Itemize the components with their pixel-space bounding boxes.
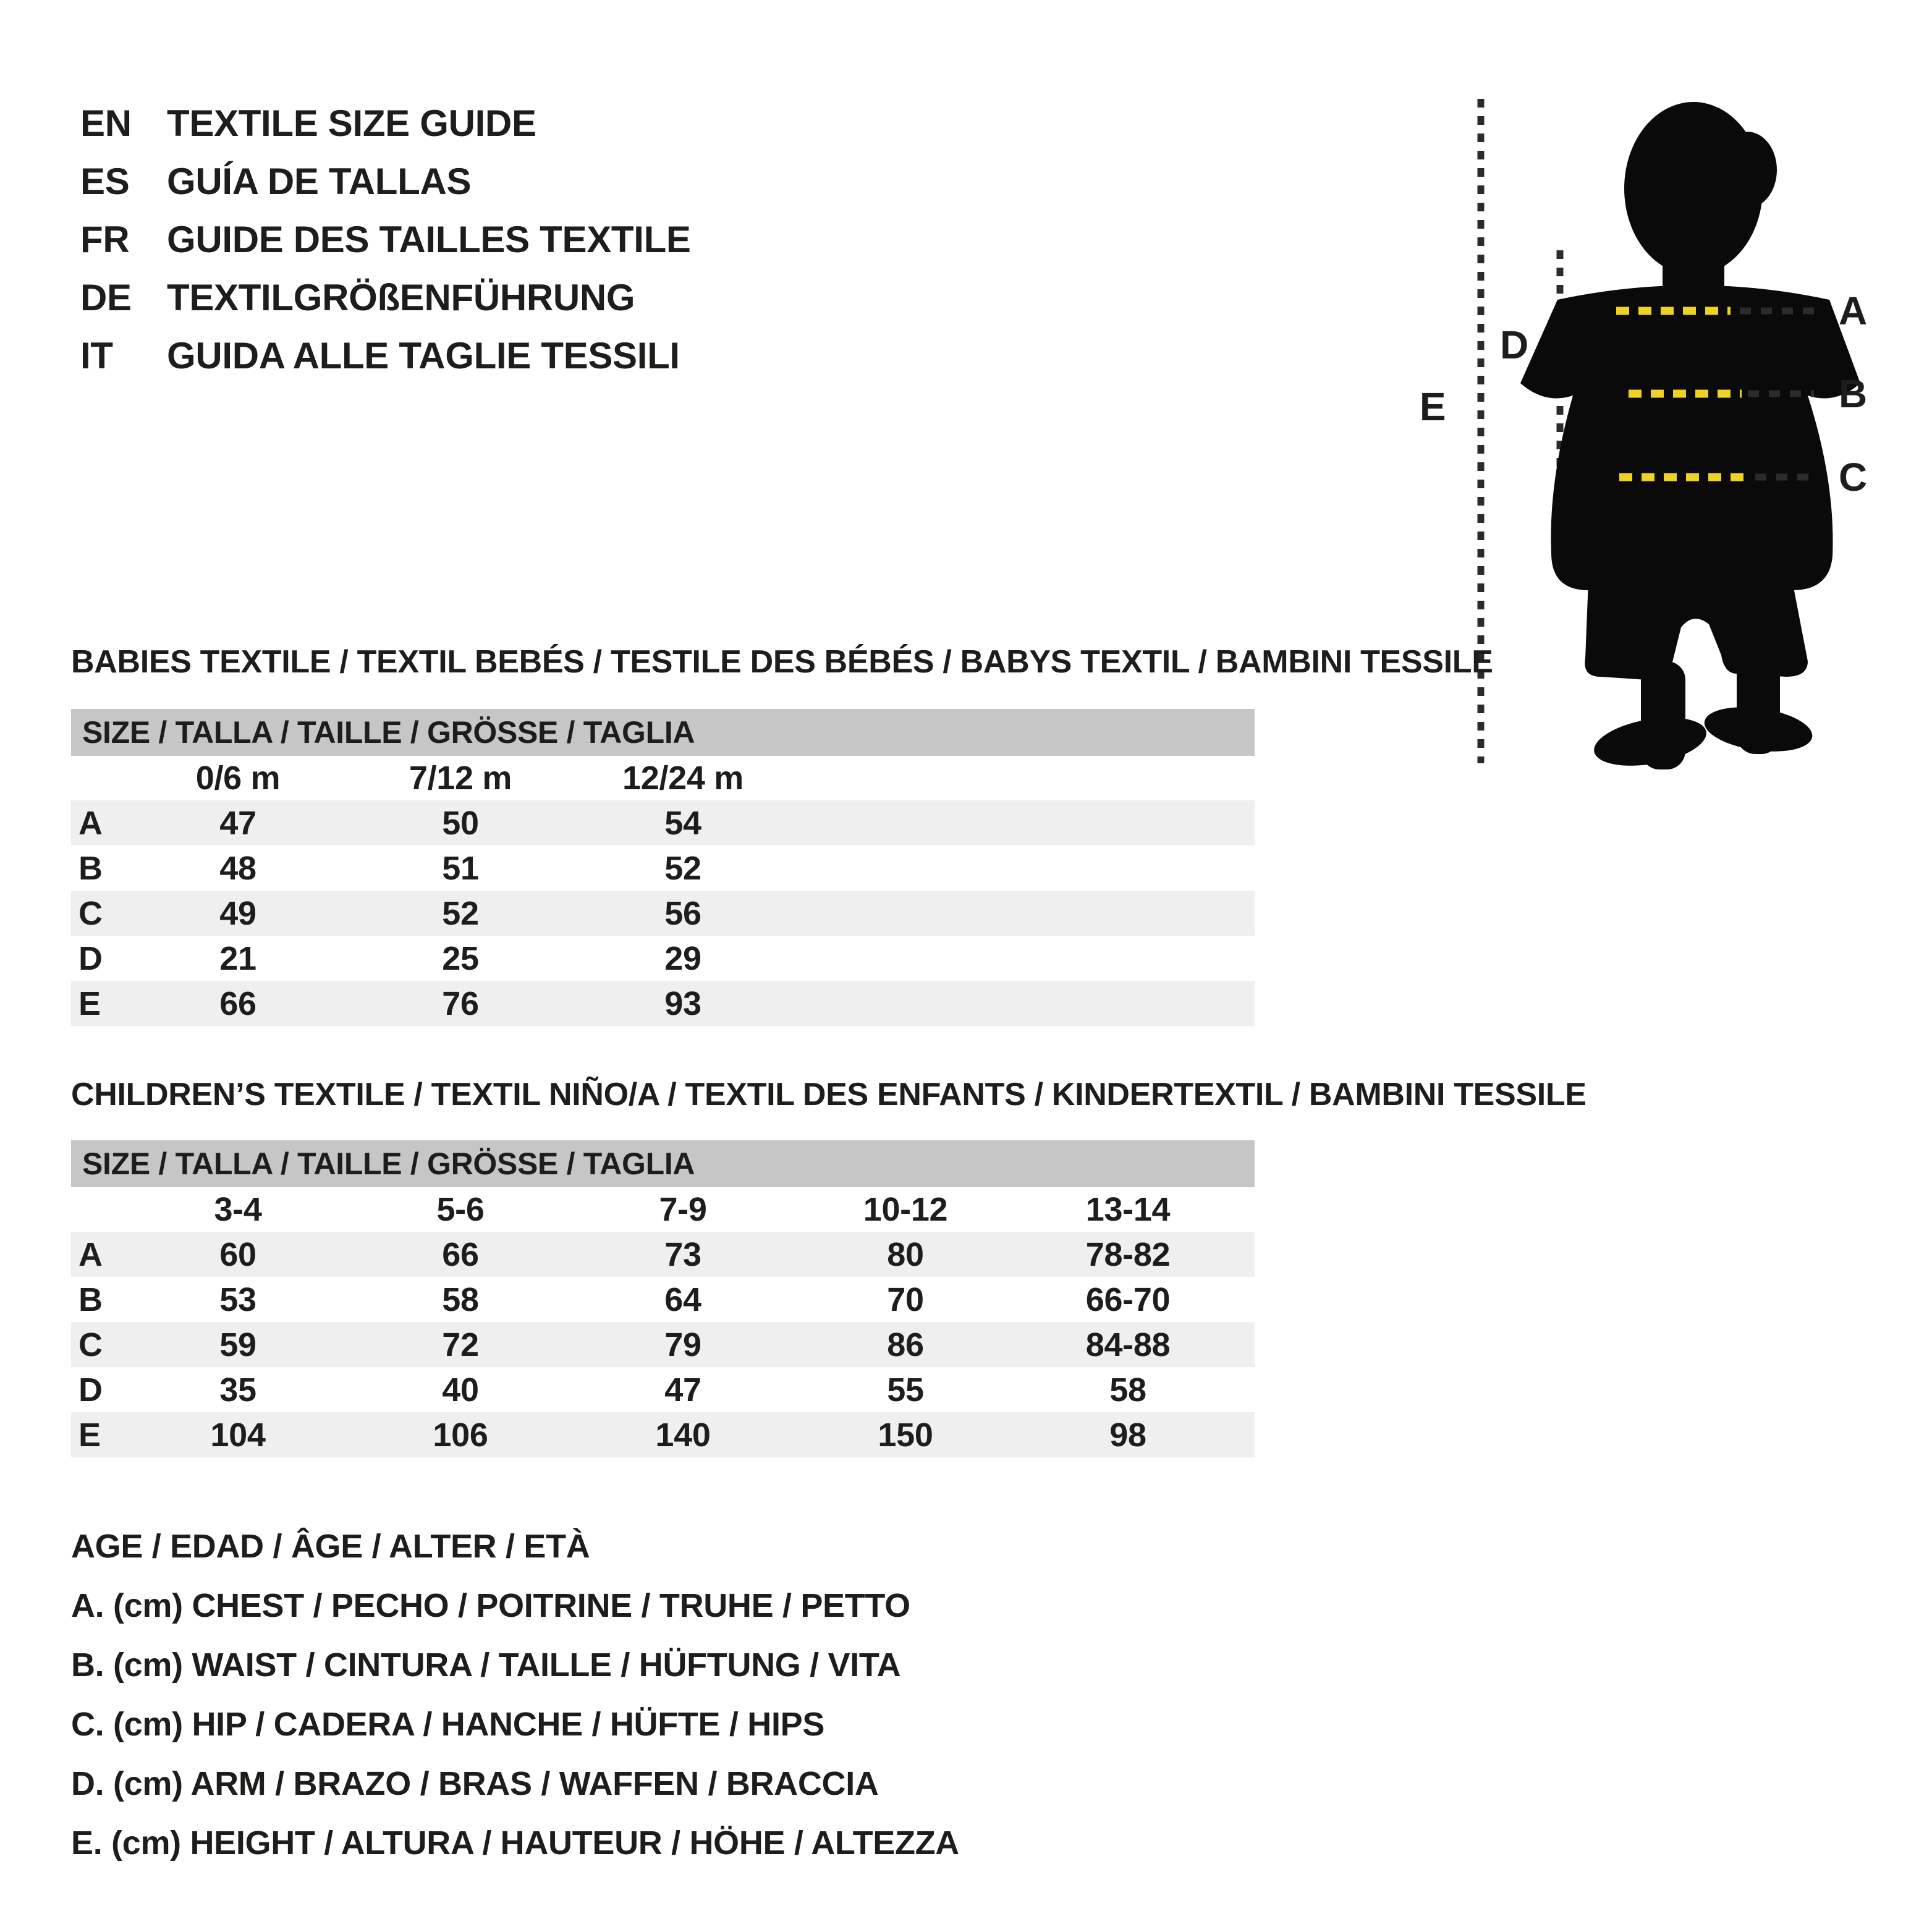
table-cell: 52	[664, 849, 701, 887]
table-cell: 79	[664, 1326, 701, 1363]
table-cell: 140	[655, 1416, 711, 1454]
language-row-en	[80, 104, 691, 162]
language-code: IT	[80, 335, 113, 376]
child-silhouette-icon	[1520, 102, 1860, 773]
table-cell: 104	[210, 1416, 266, 1454]
table-cell: 47	[664, 1371, 701, 1409]
language-row-de	[80, 278, 691, 336]
column-header: 7-9	[659, 1191, 707, 1228]
children-size-header-bar	[71, 1140, 1255, 1187]
babies-size-table	[71, 709, 1255, 1026]
table-row	[71, 1322, 1255, 1367]
language-code: EN	[80, 103, 132, 144]
legend-waist: B. (cm) WAIST / CINTURA / TAILLE / HÜFTUNG / VITA	[71, 1646, 901, 1684]
row-label: B	[78, 1281, 103, 1318]
table-cell: 35	[219, 1371, 256, 1409]
table-row	[71, 800, 1255, 845]
measure-label-a: A	[1839, 289, 1867, 333]
row-label: A	[78, 804, 103, 842]
language-title: GUIDE DES TAILLES TEXTILE	[167, 219, 691, 260]
babies-size-header-bar	[71, 709, 1255, 756]
table-cell: 59	[219, 1326, 256, 1363]
table-cell: 25	[442, 939, 479, 977]
table-cell: 50	[442, 804, 479, 842]
table-cell: 53	[219, 1281, 256, 1318]
column-header: 7/12 m	[409, 760, 512, 797]
table-cell: 78-82	[1085, 1235, 1171, 1273]
table-row	[71, 981, 1255, 1026]
table-cell: 48	[219, 849, 256, 887]
table-cell: 66	[219, 985, 256, 1022]
table-cell: 86	[887, 1326, 924, 1363]
size-header-label: SIZE / TALLA / TAILLE / GRÖSSE / TAGLIA	[82, 1146, 695, 1181]
table-cell: 66	[442, 1235, 479, 1273]
language-title: TEXTILGRÖßENFÜHRUNG	[167, 277, 635, 318]
table-cell: 51	[442, 849, 479, 887]
table-cell: 76	[442, 985, 479, 1022]
size-header-label: SIZE / TALLA / TAILLE / GRÖSSE / TAGLIA	[82, 715, 695, 750]
legend-arm: D. (cm) ARM / BRAZO / BRAS / WAFFEN / BRACCIA	[71, 1765, 879, 1802]
table-cell: 56	[664, 894, 701, 932]
language-code: FR	[80, 219, 130, 260]
table-cell: 93	[664, 985, 701, 1022]
language-title-list	[80, 104, 691, 394]
table-cell: 55	[887, 1371, 924, 1409]
column-header: 13-14	[1085, 1191, 1171, 1228]
row-label: E	[78, 1416, 101, 1454]
language-row-it	[80, 336, 691, 394]
table-cell: 73	[664, 1235, 701, 1273]
language-row-es	[80, 162, 691, 220]
table-cell: 150	[878, 1416, 933, 1454]
children-size-table	[71, 1140, 1255, 1457]
table-row	[71, 1367, 1255, 1412]
table-row	[71, 936, 1255, 981]
table-cell: 52	[442, 894, 479, 932]
table-row	[71, 1412, 1255, 1457]
table-cell: 21	[219, 939, 256, 977]
row-label: C	[78, 894, 103, 932]
table-cell: 66-70	[1085, 1281, 1171, 1318]
column-header: 5-6	[436, 1191, 485, 1228]
table-cell: 64	[664, 1281, 701, 1318]
measurement-legend	[71, 1528, 959, 1884]
table-cell: 58	[1109, 1371, 1146, 1409]
measure-label-b: B	[1839, 371, 1867, 416]
table-cell: 98	[1109, 1416, 1146, 1454]
language-code: ES	[80, 161, 130, 202]
table-cell: 70	[887, 1281, 924, 1318]
row-label: E	[78, 985, 101, 1022]
language-title: GUIDA ALLE TAGLIE TESSILI	[167, 335, 680, 376]
table-cell: 106	[433, 1416, 488, 1454]
column-header: 12/24 m	[622, 760, 744, 797]
table-cell: 49	[219, 894, 256, 932]
row-label: A	[78, 1235, 103, 1273]
language-code: DE	[80, 277, 132, 318]
table-cell: 80	[887, 1235, 924, 1273]
table-cell: 29	[664, 939, 701, 977]
measure-label-e: E	[1419, 384, 1446, 429]
table-cell: 40	[442, 1371, 479, 1409]
table-cell: 72	[442, 1326, 479, 1363]
babies-column-header-row	[71, 756, 1255, 800]
table-row	[71, 1277, 1255, 1322]
row-label: B	[78, 849, 103, 887]
measure-label-c: C	[1839, 455, 1867, 499]
column-header: 3-4	[214, 1191, 262, 1228]
row-label: D	[78, 939, 103, 977]
column-header: 0/6 m	[195, 760, 281, 797]
table-row	[71, 845, 1255, 891]
table-row	[71, 891, 1255, 936]
table-cell: 58	[442, 1281, 479, 1318]
language-title: TEXTILE SIZE GUIDE	[167, 103, 536, 144]
legend-height: E. (cm) HEIGHT / ALTURA / HAUTEUR / HÖHE / ALTEZZA	[71, 1824, 959, 1862]
table-cell: 54	[664, 804, 701, 842]
child-silhouette-diagram-icon	[1403, 87, 1932, 785]
table-cell: 47	[219, 804, 256, 842]
legend-chest: A. (cm) CHEST / PECHO / POITRINE / TRUHE / PETTO	[71, 1587, 910, 1624]
measure-label-d: D	[1500, 323, 1528, 367]
language-row-fr	[80, 220, 691, 278]
row-label: D	[78, 1371, 103, 1409]
children-section-heading: CHILDREN’S TEXTILE / TEXTIL NIÑO/A / TEXTIL DES ENFANTS / KINDERTEXTIL / BAMBINI TESSILE	[71, 1077, 1587, 1112]
legend-age: AGE / EDAD / ÂGE / ALTER / ETÀ	[71, 1528, 590, 1565]
row-label: C	[78, 1326, 103, 1363]
language-title: GUÍA DE TALLAS	[167, 161, 472, 202]
legend-hip: C. (cm) HIP / CADERA / HANCHE / HÜFTE / HIPS	[71, 1706, 825, 1743]
table-cell: 84-88	[1085, 1326, 1171, 1363]
babies-section-heading: BABIES TEXTILE / TEXTIL BEBÉS / TESTILE DES BÉBÉS / BABYS TEXTIL / BAMBINI TESSILE	[71, 644, 1493, 680]
measurement-diagram	[1403, 87, 1932, 785]
table-row	[71, 1232, 1255, 1277]
table-cell: 60	[219, 1235, 256, 1273]
column-header: 10-12	[863, 1191, 948, 1228]
children-column-header-row	[71, 1187, 1255, 1232]
